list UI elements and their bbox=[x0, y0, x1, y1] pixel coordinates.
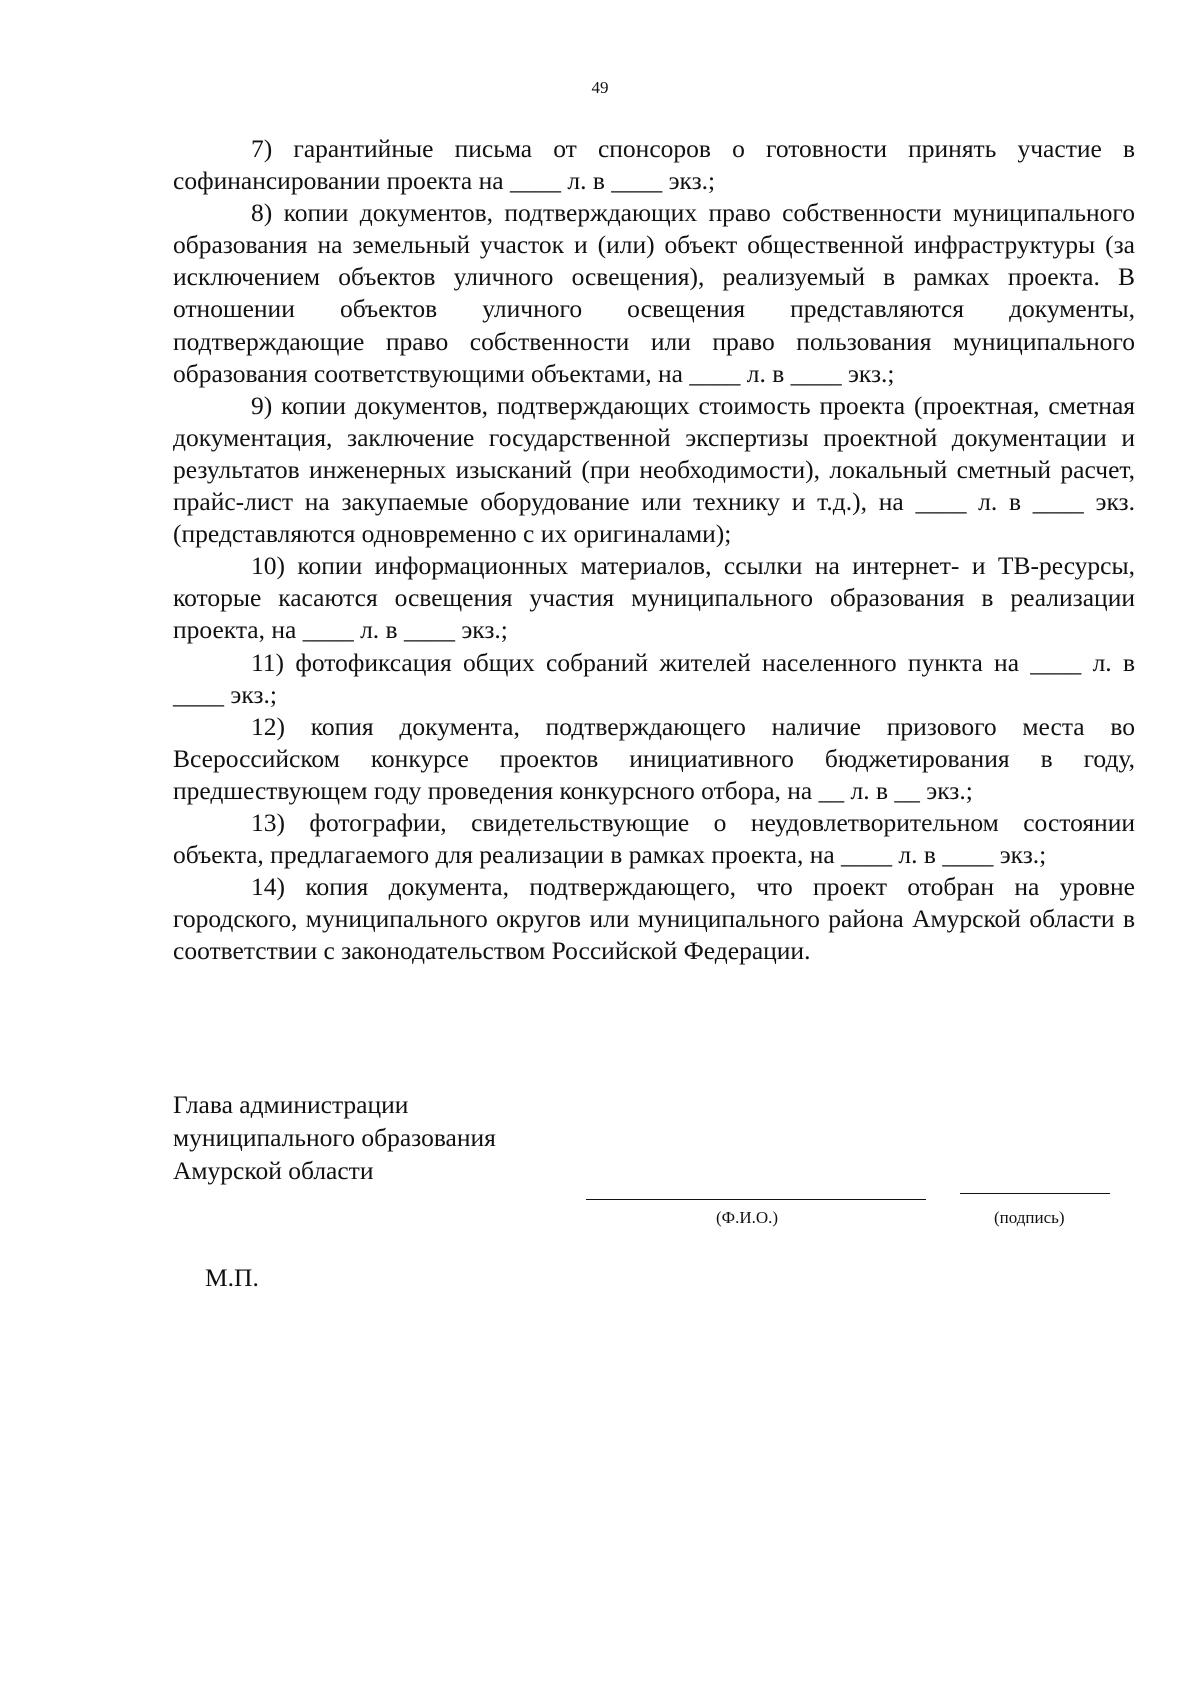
fio-signature-line bbox=[586, 1199, 926, 1200]
list-item: 11) фотофиксация общих собраний жителей населенного пункта на ____ л. в ____ экз.; bbox=[173, 647, 1135, 709]
list-item: 13) фотографии, свидетельствующие о неудовлетворительном состоянии объекта, предлагаемого для реализации в рамках проекта, на ____ л. в ____ экз.; bbox=[173, 807, 1135, 870]
stamp-place-label: М.П. bbox=[205, 1263, 259, 1292]
list-item: 12) копия документа, подтверждающего наличие призового места во Всероссийском конкурсе проектов инициативного бюджетирования в году, предшествующем году проведения конкурсного отбора, на __ л. в __ экз.; bbox=[173, 711, 1135, 805]
list-item: 10) копии информационных материалов, ссылки на интернет- и ТВ-ресурсы, которые касаются освещения участия муниципального образования в реализации проекта, на ____ л. в ____ экз.; bbox=[173, 551, 1135, 645]
signatory-title bbox=[173, 1088, 496, 1187]
list-item: 14) копия документа, подтверждающего, что проект отобран на уровне городского, муниципального округов или муниципального района Амурской области в соответствии с законодательством Российской Федерации. bbox=[173, 872, 1135, 966]
signatory-title-line: Амурской области bbox=[173, 1156, 374, 1185]
list-item: 7) гарантийные письма от спонсоров о готовности принять участие в софинансировании проекта на ____ л. в ____ экз.; bbox=[173, 134, 1135, 196]
signatory-title-line: Глава администрации bbox=[173, 1090, 409, 1119]
page-number: 49 bbox=[591, 78, 609, 97]
signature-caption: (подпись) bbox=[994, 1208, 1065, 1227]
document-body bbox=[173, 133, 1135, 967]
signatory-title-line: муниципального образования bbox=[173, 1123, 496, 1152]
signature-line bbox=[960, 1193, 1110, 1194]
fio-caption: (Ф.И.О.) bbox=[716, 1208, 779, 1227]
list-item: 8) копии документов, подтверждающих право собственности муниципального образования на земельный участок и (или) объект общественной инфраструктуры (за исключением объектов уличного освещения), реализуемый в рамках проекта. В отношении объектов уличного освещения представляются документы, подтверждающие право собственности или право пользования муниципального образования соответствующими объектами, на ____ л. в ____ экз.; bbox=[173, 198, 1135, 388]
list-item: 9) копии документов, подтверждающих стоимость проекта (проектная, сметная документация, заключение государственной экспертизы проектной документации и результатов инженерных изысканий (при необходимости), локальный сметный расчет, прайс-лист на закупаемые оборудование или технику и т.д.), на ____ л. в ____ экз. (представляются одновременно с их оригиналами); bbox=[173, 390, 1135, 549]
